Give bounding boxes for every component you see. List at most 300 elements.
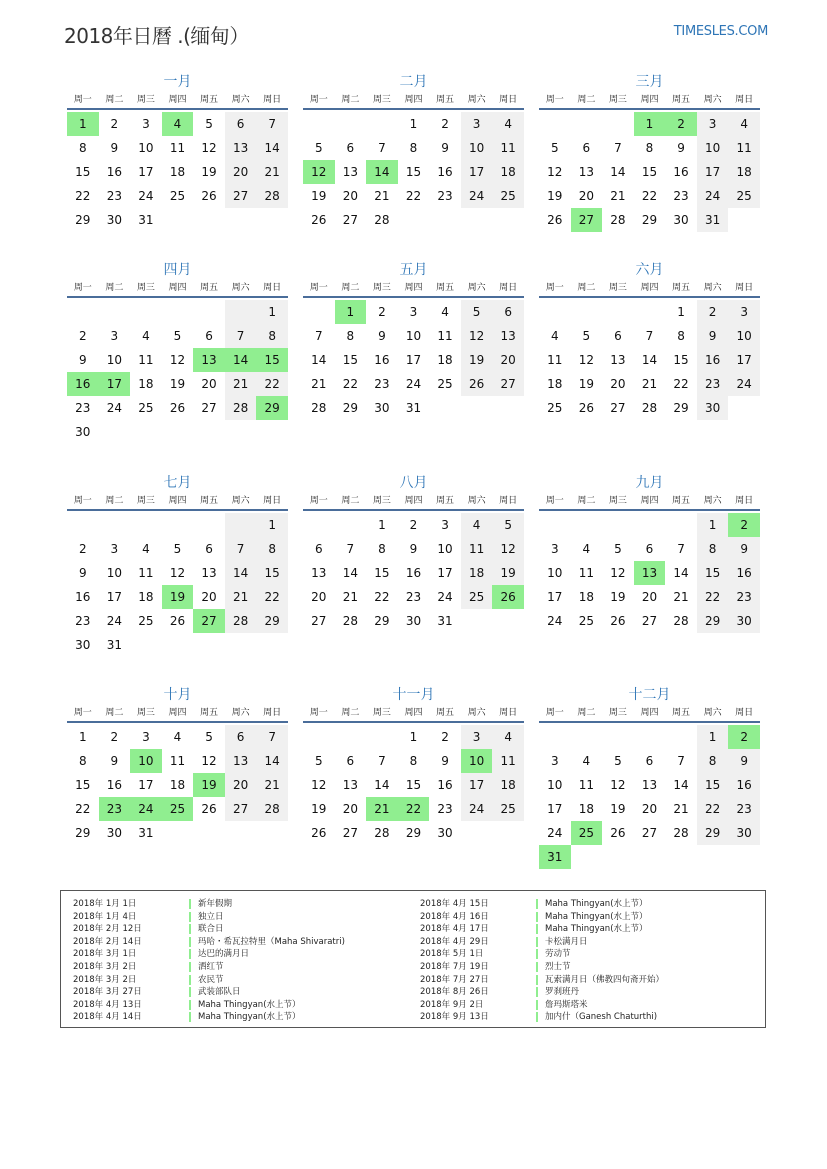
holiday-day-cell[interactable]: 10 <box>461 749 493 773</box>
day-cell[interactable]: 3 <box>142 117 150 131</box>
day-cell[interactable]: 5 <box>461 300 493 324</box>
day-cell[interactable]: 25 <box>492 184 524 208</box>
day-cell[interactable]: 8 <box>409 141 418 155</box>
day-cell[interactable]: 26 <box>461 372 493 396</box>
day-cell[interactable]: 21 <box>673 590 689 604</box>
day-cell[interactable]: 24 <box>437 590 453 604</box>
day-cell[interactable]: 3 <box>461 725 493 749</box>
day-cell[interactable]: 20 <box>201 377 217 391</box>
day-cell[interactable]: 14 <box>610 165 626 179</box>
day-cell[interactable]: 6 <box>645 754 654 768</box>
day-cell[interactable]: 25 <box>578 614 594 628</box>
day-cell[interactable]: 7 <box>614 141 622 155</box>
holiday-day-cell[interactable]: 12 <box>303 160 335 184</box>
day-cell[interactable]: 6 <box>346 754 355 768</box>
day-cell[interactable]: 18 <box>578 802 594 816</box>
day-cell[interactable]: 3 <box>550 542 559 556</box>
day-cell[interactable]: 7 <box>645 329 654 343</box>
day-cell[interactable]: 24 <box>138 189 154 203</box>
day-cell[interactable]: 26 <box>610 614 626 628</box>
day-cell[interactable]: 4 <box>582 754 591 768</box>
day-cell[interactable]: 9 <box>677 141 685 155</box>
day-cell[interactable]: 9 <box>110 141 119 155</box>
day-cell[interactable]: 20 <box>492 348 524 372</box>
day-cell[interactable]: 6 <box>225 725 257 749</box>
day-cell[interactable]: 22 <box>256 585 288 609</box>
day-cell[interactable]: 17 <box>106 590 122 604</box>
day-cell[interactable]: 8 <box>78 754 87 768</box>
day-cell[interactable]: 25 <box>138 614 154 628</box>
day-cell[interactable]: 25 <box>461 585 493 609</box>
day-cell[interactable]: 20 <box>342 802 358 816</box>
day-cell[interactable]: 4 <box>492 725 524 749</box>
day-cell[interactable]: 31 <box>437 614 453 628</box>
day-cell[interactable]: 17 <box>547 802 563 816</box>
day-cell[interactable]: 2 <box>78 542 87 556</box>
day-cell[interactable]: 26 <box>547 213 563 227</box>
day-cell[interactable]: 15 <box>405 165 422 179</box>
day-cell[interactable]: 21 <box>673 802 689 816</box>
day-cell[interactable]: 22 <box>697 585 729 609</box>
day-cell[interactable]: 30 <box>374 401 390 415</box>
day-cell[interactable]: 25 <box>547 401 563 415</box>
day-cell[interactable]: 29 <box>673 401 689 415</box>
day-cell[interactable]: 6 <box>205 329 213 343</box>
day-cell[interactable]: 25 <box>138 401 154 415</box>
day-cell[interactable]: 19 <box>201 165 217 179</box>
day-cell[interactable]: 11 <box>578 566 594 580</box>
day-cell[interactable]: 27 <box>492 372 524 396</box>
day-cell[interactable]: 13 <box>578 165 594 179</box>
day-cell[interactable]: 3 <box>441 518 449 532</box>
holiday-day-cell[interactable]: 25 <box>162 797 194 821</box>
day-cell[interactable]: 7 <box>225 537 257 561</box>
day-cell[interactable]: 28 <box>256 797 288 821</box>
day-cell[interactable]: 23 <box>673 189 689 203</box>
holiday-day-cell[interactable]: 25 <box>571 821 603 845</box>
day-cell[interactable]: 2 <box>78 329 87 343</box>
day-cell[interactable]: 20 <box>641 590 658 604</box>
day-cell[interactable]: 23 <box>75 401 91 415</box>
day-cell[interactable]: 31 <box>106 638 122 652</box>
day-cell[interactable]: 17 <box>461 773 493 797</box>
day-cell[interactable]: 30 <box>728 609 760 633</box>
day-cell[interactable]: 7 <box>225 324 257 348</box>
day-cell[interactable]: 9 <box>110 754 119 768</box>
day-cell[interactable]: 1 <box>677 305 685 319</box>
day-cell[interactable]: 2 <box>110 730 119 744</box>
day-cell[interactable]: 27 <box>201 401 217 415</box>
holiday-day-cell[interactable]: 15 <box>256 348 288 372</box>
day-cell[interactable]: 24 <box>547 614 563 628</box>
day-cell[interactable]: 12 <box>169 353 186 367</box>
day-cell[interactable]: 21 <box>342 590 358 604</box>
day-cell[interactable]: 2 <box>110 117 119 131</box>
day-cell[interactable]: 15 <box>673 353 689 367</box>
holiday-day-cell[interactable]: 22 <box>398 797 430 821</box>
day-cell[interactable]: 28 <box>673 614 689 628</box>
day-cell[interactable]: 12 <box>311 778 327 792</box>
holiday-day-cell[interactable]: 1 <box>634 112 666 136</box>
day-cell[interactable]: 18 <box>437 353 453 367</box>
day-cell[interactable]: 12 <box>201 754 217 768</box>
day-cell[interactable]: 10 <box>106 353 122 367</box>
day-cell[interactable]: 13 <box>225 136 257 160</box>
day-cell[interactable]: 21 <box>641 377 658 391</box>
day-cell[interactable]: 30 <box>697 396 729 420</box>
day-cell[interactable]: 22 <box>673 377 689 391</box>
day-cell[interactable]: 17 <box>405 353 422 367</box>
day-cell[interactable]: 3 <box>409 305 418 319</box>
day-cell[interactable]: 12 <box>492 537 524 561</box>
day-cell[interactable]: 30 <box>75 425 91 439</box>
day-cell[interactable]: 15 <box>256 561 288 585</box>
day-cell[interactable]: 5 <box>314 141 323 155</box>
day-cell[interactable]: 8 <box>697 537 729 561</box>
day-cell[interactable]: 14 <box>225 561 257 585</box>
day-cell[interactable]: 21 <box>311 377 327 391</box>
day-cell[interactable]: 18 <box>169 165 186 179</box>
day-cell[interactable]: 10 <box>405 329 422 343</box>
day-cell[interactable]: 13 <box>201 566 217 580</box>
day-cell[interactable]: 22 <box>342 377 358 391</box>
day-cell[interactable]: 25 <box>437 377 453 391</box>
day-cell[interactable]: 4 <box>142 329 150 343</box>
holiday-day-cell[interactable]: 13 <box>634 561 666 585</box>
day-cell[interactable]: 24 <box>405 377 422 391</box>
day-cell[interactable]: 19 <box>610 590 626 604</box>
day-cell[interactable]: 16 <box>697 348 729 372</box>
day-cell[interactable]: 18 <box>578 590 594 604</box>
day-cell[interactable]: 23 <box>405 590 422 604</box>
day-cell[interactable]: 20 <box>578 189 594 203</box>
day-cell[interactable]: 14 <box>311 353 327 367</box>
day-cell[interactable]: 23 <box>728 585 760 609</box>
day-cell[interactable]: 12 <box>578 353 594 367</box>
day-cell[interactable]: 20 <box>225 160 257 184</box>
day-cell[interactable]: 4 <box>550 329 559 343</box>
day-cell[interactable]: 5 <box>614 542 622 556</box>
day-cell[interactable]: 15 <box>75 165 91 179</box>
day-cell[interactable]: 15 <box>697 773 729 797</box>
holiday-day-cell[interactable]: 21 <box>366 797 398 821</box>
day-cell[interactable]: 20 <box>311 590 327 604</box>
day-cell[interactable]: 11 <box>492 749 524 773</box>
day-cell[interactable]: 21 <box>225 372 257 396</box>
day-cell[interactable]: 10 <box>106 566 122 580</box>
day-cell[interactable]: 29 <box>256 609 288 633</box>
day-cell[interactable]: 8 <box>697 749 729 773</box>
day-cell[interactable]: 14 <box>256 136 288 160</box>
day-cell[interactable]: 6 <box>614 329 622 343</box>
day-cell[interactable]: 16 <box>728 773 760 797</box>
day-cell[interactable]: 20 <box>641 802 658 816</box>
day-cell[interactable]: 16 <box>106 165 122 179</box>
day-cell[interactable]: 25 <box>492 797 524 821</box>
day-cell[interactable]: 19 <box>578 377 594 391</box>
day-cell[interactable]: 24 <box>106 614 122 628</box>
day-cell[interactable]: 7 <box>677 542 685 556</box>
day-cell[interactable]: 2 <box>409 518 418 532</box>
day-cell[interactable]: 22 <box>256 372 288 396</box>
day-cell[interactable]: 25 <box>169 189 186 203</box>
day-cell[interactable]: 31 <box>138 826 154 840</box>
day-cell[interactable]: 6 <box>314 542 323 556</box>
day-cell[interactable]: 11 <box>728 136 760 160</box>
day-cell[interactable]: 7 <box>256 725 288 749</box>
day-cell[interactable]: 29 <box>75 826 91 840</box>
day-cell[interactable]: 24 <box>461 797 493 821</box>
day-cell[interactable]: 12 <box>169 566 186 580</box>
day-cell[interactable]: 11 <box>138 566 154 580</box>
day-cell[interactable]: 23 <box>106 189 122 203</box>
day-cell[interactable]: 23 <box>75 614 91 628</box>
day-cell[interactable]: 3 <box>110 329 119 343</box>
holiday-day-cell[interactable]: 19 <box>162 585 194 609</box>
day-cell[interactable]: 20 <box>201 590 217 604</box>
day-cell[interactable]: 4 <box>173 730 182 744</box>
day-cell[interactable]: 21 <box>374 189 390 203</box>
day-cell[interactable]: 13 <box>610 353 626 367</box>
day-cell[interactable]: 18 <box>461 561 493 585</box>
day-cell[interactable]: 22 <box>697 797 729 821</box>
day-cell[interactable]: 24 <box>461 184 493 208</box>
day-cell[interactable]: 15 <box>342 353 358 367</box>
day-cell[interactable]: 28 <box>225 609 257 633</box>
holiday-day-cell[interactable]: 19 <box>193 773 225 797</box>
day-cell[interactable]: 9 <box>441 754 449 768</box>
day-cell[interactable]: 31 <box>405 401 422 415</box>
day-cell[interactable]: 15 <box>697 561 729 585</box>
day-cell[interactable]: 5 <box>492 513 524 537</box>
day-cell[interactable]: 9 <box>697 324 729 348</box>
day-cell[interactable]: 5 <box>173 329 182 343</box>
day-cell[interactable]: 1 <box>409 117 418 131</box>
day-cell[interactable]: 20 <box>342 189 358 203</box>
day-cell[interactable]: 2 <box>697 300 729 324</box>
day-cell[interactable]: 4 <box>461 513 493 537</box>
day-cell[interactable]: 16 <box>374 353 390 367</box>
day-cell[interactable]: 21 <box>256 773 288 797</box>
day-cell[interactable]: 11 <box>169 754 186 768</box>
day-cell[interactable]: 18 <box>492 773 524 797</box>
day-cell[interactable]: 8 <box>346 329 355 343</box>
holiday-day-cell[interactable]: 29 <box>256 396 288 420</box>
day-cell[interactable]: 9 <box>78 353 87 367</box>
day-cell[interactable]: 6 <box>225 112 257 136</box>
day-cell[interactable]: 19 <box>547 189 563 203</box>
day-cell[interactable]: 11 <box>169 141 186 155</box>
day-cell[interactable]: 28 <box>374 213 390 227</box>
day-cell[interactable]: 26 <box>578 401 594 415</box>
holiday-day-cell[interactable]: 26 <box>492 585 524 609</box>
day-cell[interactable]: 4 <box>142 542 150 556</box>
day-cell[interactable]: 14 <box>673 566 689 580</box>
day-cell[interactable]: 2 <box>441 730 449 744</box>
day-cell[interactable]: 3 <box>697 112 729 136</box>
day-cell[interactable]: 8 <box>645 141 654 155</box>
day-cell[interactable]: 12 <box>610 778 626 792</box>
day-cell[interactable]: 27 <box>641 614 658 628</box>
day-cell[interactable]: 17 <box>138 165 154 179</box>
day-cell[interactable]: 7 <box>256 112 288 136</box>
day-cell[interactable]: 4 <box>492 112 524 136</box>
holiday-day-cell[interactable]: 4 <box>162 112 194 136</box>
day-cell[interactable]: 16 <box>728 561 760 585</box>
day-cell[interactable]: 13 <box>641 778 658 792</box>
holiday-day-cell[interactable]: 27 <box>193 609 225 633</box>
day-cell[interactable]: 5 <box>205 730 213 744</box>
day-cell[interactable]: 14 <box>673 778 689 792</box>
day-cell[interactable]: 17 <box>461 160 493 184</box>
day-cell[interactable]: 31 <box>138 213 154 227</box>
day-cell[interactable]: 17 <box>547 590 563 604</box>
day-cell[interactable]: 15 <box>641 165 658 179</box>
day-cell[interactable]: 3 <box>461 112 493 136</box>
day-cell[interactable]: 26 <box>311 213 327 227</box>
day-cell[interactable]: 8 <box>256 537 288 561</box>
day-cell[interactable]: 16 <box>106 778 122 792</box>
day-cell[interactable]: 20 <box>225 773 257 797</box>
day-cell[interactable]: 22 <box>405 189 422 203</box>
day-cell[interactable]: 28 <box>311 401 327 415</box>
holiday-day-cell[interactable]: 17 <box>99 372 131 396</box>
day-cell[interactable]: 7 <box>677 754 685 768</box>
day-cell[interactable]: 6 <box>346 141 355 155</box>
day-cell[interactable]: 29 <box>641 213 658 227</box>
day-cell[interactable]: 28 <box>673 826 689 840</box>
day-cell[interactable]: 3 <box>142 730 150 744</box>
day-cell[interactable]: 8 <box>378 542 386 556</box>
day-cell[interactable]: 9 <box>728 749 760 773</box>
day-cell[interactable]: 19 <box>610 802 626 816</box>
day-cell[interactable]: 24 <box>728 372 760 396</box>
day-cell[interactable]: 24 <box>106 401 122 415</box>
day-cell[interactable]: 30 <box>437 826 453 840</box>
day-cell[interactable]: 28 <box>342 614 358 628</box>
day-cell[interactable]: 26 <box>201 802 217 816</box>
holiday-day-cell[interactable]: 24 <box>130 797 162 821</box>
day-cell[interactable]: 7 <box>346 542 355 556</box>
day-cell[interactable]: 7 <box>314 329 323 343</box>
day-cell[interactable]: 23 <box>374 377 390 391</box>
day-cell[interactable]: 7 <box>378 141 386 155</box>
holiday-day-cell[interactable]: 31 <box>539 845 571 869</box>
holiday-day-cell[interactable]: 13 <box>193 348 225 372</box>
day-cell[interactable]: 17 <box>697 160 729 184</box>
day-cell[interactable]: 8 <box>409 754 418 768</box>
day-cell[interactable]: 28 <box>374 826 390 840</box>
day-cell[interactable]: 10 <box>547 778 563 792</box>
day-cell[interactable]: 1 <box>378 518 386 532</box>
day-cell[interactable]: 26 <box>201 189 217 203</box>
day-cell[interactable]: 27 <box>610 401 626 415</box>
day-cell[interactable]: 11 <box>492 136 524 160</box>
day-cell[interactable]: 11 <box>461 537 493 561</box>
day-cell[interactable]: 23 <box>697 372 729 396</box>
day-cell[interactable]: 3 <box>110 542 119 556</box>
day-cell[interactable]: 8 <box>256 324 288 348</box>
day-cell[interactable]: 5 <box>582 329 591 343</box>
day-cell[interactable]: 21 <box>256 160 288 184</box>
day-cell[interactable]: 16 <box>75 590 91 604</box>
day-cell[interactable]: 10 <box>437 542 453 556</box>
day-cell[interactable]: 18 <box>492 160 524 184</box>
holiday-day-cell[interactable]: 2 <box>728 513 760 537</box>
day-cell[interactable]: 16 <box>405 566 422 580</box>
day-cell[interactable]: 18 <box>138 377 154 391</box>
holiday-day-cell[interactable]: 14 <box>225 348 257 372</box>
day-cell[interactable]: 19 <box>311 189 327 203</box>
day-cell[interactable]: 8 <box>78 141 87 155</box>
day-cell[interactable]: 16 <box>673 165 689 179</box>
day-cell[interactable]: 13 <box>225 749 257 773</box>
day-cell[interactable]: 11 <box>547 353 563 367</box>
day-cell[interactable]: 14 <box>641 353 658 367</box>
day-cell[interactable]: 18 <box>728 160 760 184</box>
day-cell[interactable]: 21 <box>610 189 626 203</box>
day-cell[interactable]: 2 <box>441 117 449 131</box>
day-cell[interactable]: 11 <box>138 353 154 367</box>
day-cell[interactable]: 4 <box>441 305 449 319</box>
day-cell[interactable]: 17 <box>728 348 760 372</box>
day-cell[interactable]: 10 <box>728 324 760 348</box>
day-cell[interactable]: 10 <box>697 136 729 160</box>
day-cell[interactable]: 20 <box>610 377 626 391</box>
holiday-day-cell[interactable]: 16 <box>67 372 99 396</box>
holiday-day-cell[interactable]: 1 <box>67 112 99 136</box>
day-cell[interactable]: 5 <box>550 141 559 155</box>
day-cell[interactable]: 19 <box>492 561 524 585</box>
day-cell[interactable]: 18 <box>138 590 154 604</box>
day-cell[interactable]: 29 <box>697 821 729 845</box>
day-cell[interactable]: 26 <box>311 826 327 840</box>
day-cell[interactable]: 9 <box>409 542 418 556</box>
day-cell[interactable]: 22 <box>75 802 91 816</box>
day-cell[interactable]: 13 <box>492 324 524 348</box>
day-cell[interactable]: 15 <box>374 566 390 580</box>
day-cell[interactable]: 28 <box>256 184 288 208</box>
day-cell[interactable]: 3 <box>550 754 559 768</box>
day-cell[interactable]: 22 <box>374 590 390 604</box>
day-cell[interactable]: 24 <box>697 184 729 208</box>
day-cell[interactable]: 6 <box>492 300 524 324</box>
day-cell[interactable]: 26 <box>169 401 186 415</box>
day-cell[interactable]: 30 <box>75 638 91 652</box>
day-cell[interactable]: 30 <box>728 821 760 845</box>
day-cell[interactable]: 14 <box>374 778 390 792</box>
holiday-day-cell[interactable]: 27 <box>571 208 603 232</box>
day-cell[interactable]: 5 <box>173 542 182 556</box>
day-cell[interactable]: 9 <box>378 329 386 343</box>
day-cell[interactable]: 15 <box>405 778 422 792</box>
day-cell[interactable]: 8 <box>677 329 685 343</box>
day-cell[interactable]: 12 <box>610 566 626 580</box>
day-cell[interactable]: 27 <box>342 826 358 840</box>
day-cell[interactable]: 4 <box>582 542 591 556</box>
day-cell[interactable]: 27 <box>225 184 257 208</box>
holiday-day-cell[interactable]: 2 <box>665 112 697 136</box>
day-cell[interactable]: 17 <box>437 566 453 580</box>
day-cell[interactable]: 11 <box>578 778 594 792</box>
day-cell[interactable]: 9 <box>441 141 449 155</box>
day-cell[interactable]: 18 <box>169 778 186 792</box>
day-cell[interactable]: 27 <box>342 213 358 227</box>
day-cell[interactable]: 28 <box>641 401 658 415</box>
day-cell[interactable]: 5 <box>614 754 622 768</box>
day-cell[interactable]: 1 <box>409 730 418 744</box>
day-cell[interactable]: 5 <box>205 117 213 131</box>
